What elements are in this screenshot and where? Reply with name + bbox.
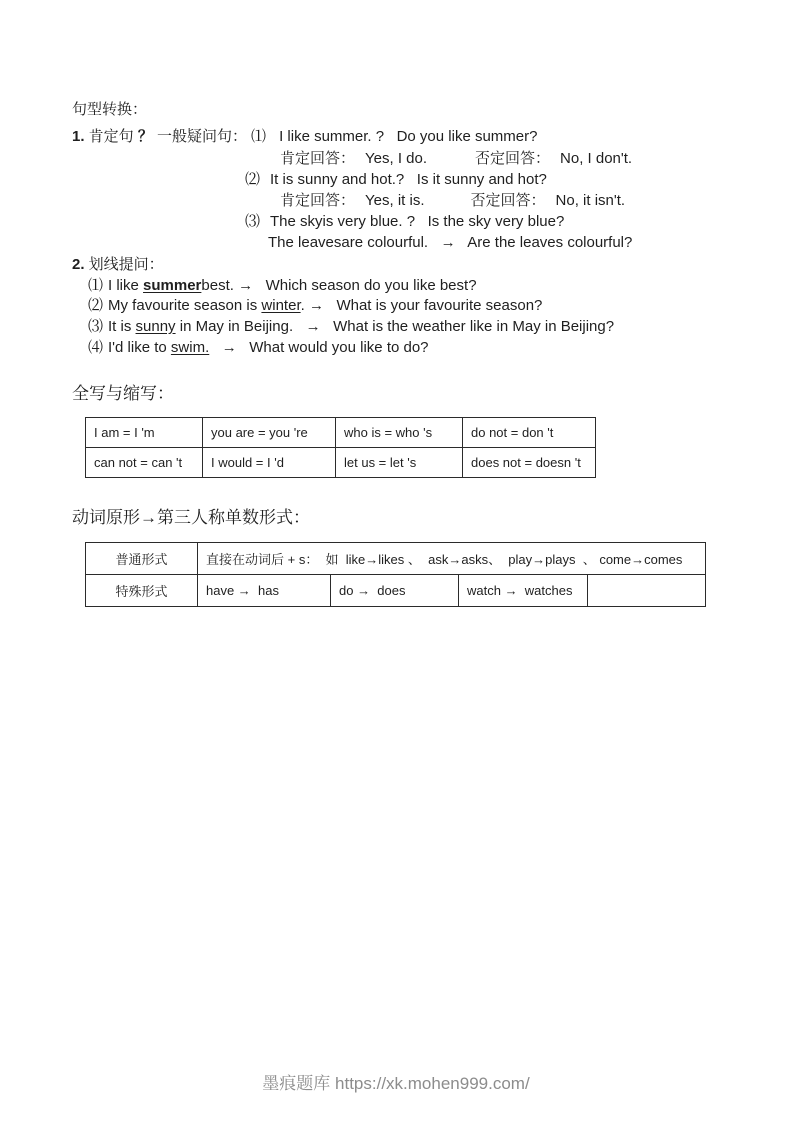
verbs-table bbox=[85, 542, 706, 607]
contraction-cell: I am = I 'm bbox=[86, 418, 203, 448]
item-pre: It is bbox=[108, 318, 136, 335]
verbs-heading: 动词原形→第三人称单数形式： bbox=[72, 508, 310, 527]
verb-cell bbox=[588, 575, 706, 607]
contraction-cell: does not = doesn 't bbox=[463, 448, 596, 478]
item3b-text: The leavesare colourful. → Are the leaves colourful? bbox=[268, 234, 633, 251]
section1-heading-line bbox=[72, 128, 537, 145]
positive-answer-label: 肯定回答： bbox=[280, 150, 356, 167]
item2-answers-line bbox=[280, 192, 625, 209]
table-row bbox=[86, 575, 706, 607]
item-rest: → What would you like to do? bbox=[209, 339, 429, 356]
verb-cell: have → has bbox=[198, 575, 331, 607]
section2-item-4 bbox=[88, 339, 429, 356]
positive-answer-label: 肯定回答： bbox=[280, 192, 356, 209]
item-pre: My favourite season is bbox=[108, 297, 262, 314]
section2-item-3 bbox=[88, 318, 614, 335]
item-underlined-word: swim. bbox=[170, 339, 210, 356]
negative-answer-label: 否定回答： bbox=[475, 150, 551, 167]
item3b-line bbox=[268, 234, 632, 251]
item2-line bbox=[245, 171, 547, 188]
item-underlined-word: sunny bbox=[135, 318, 176, 335]
item-marker: ⑵ bbox=[88, 297, 104, 314]
item-rest: best. → Which season do you like best? bbox=[201, 277, 477, 294]
item2-text: It is sunny and hot.? Is it sunny and hot? bbox=[270, 171, 547, 188]
section1-title-text: 句型转换： bbox=[72, 101, 148, 118]
positive-answer: Yes, it is. bbox=[365, 192, 425, 209]
item-marker: ⑷ bbox=[88, 339, 104, 356]
item-pre: I like bbox=[108, 277, 144, 294]
section2-item-2 bbox=[88, 297, 542, 314]
contractions-heading: 全写与缩写： bbox=[72, 384, 174, 403]
contraction-cell: who is = who 's bbox=[336, 418, 463, 448]
item3-line bbox=[245, 213, 564, 230]
section1-head-b: 一般疑问句： bbox=[152, 128, 248, 145]
contraction-cell: can not = can 't bbox=[86, 448, 203, 478]
verb-form-label: 特殊形式 bbox=[86, 575, 198, 607]
item3-text: The skyis very blue. ? Is the sky very blue? bbox=[270, 213, 565, 230]
contractions-table bbox=[85, 417, 596, 478]
item-marker: ⑴ bbox=[88, 277, 104, 294]
verb-cell: watch → watches bbox=[459, 575, 588, 607]
section2-title: 划线提问： bbox=[84, 256, 164, 273]
contraction-cell: do not = don 't bbox=[463, 418, 596, 448]
negative-answer: No, it isn't. bbox=[555, 192, 626, 209]
item-marker: ⑶ bbox=[88, 318, 104, 335]
positive-answer: Yes, I do. bbox=[365, 150, 428, 167]
footer-watermark: 墨痕题库 https://xk.mohen999.com/ bbox=[262, 1074, 530, 1093]
section2-heading-line bbox=[72, 256, 164, 273]
contraction-cell: you are = you 're bbox=[203, 418, 336, 448]
item-pre: I'd like to bbox=[108, 339, 171, 356]
item1-answers-line bbox=[280, 150, 632, 167]
verb-rule-cell: 直接在动词后 + s： 如 like→likes 、 ask→asks、 play→plays 、 come→comes bbox=[198, 543, 706, 575]
table-row bbox=[86, 448, 596, 478]
contraction-cell: I would = I 'd bbox=[203, 448, 336, 478]
section2-number: 2. bbox=[72, 256, 85, 273]
item2-marker: ⑵ bbox=[245, 171, 261, 188]
item3-marker: ⑶ bbox=[245, 213, 261, 230]
item1-marker: ⑴ bbox=[251, 128, 267, 145]
item-underlined-word: summer bbox=[143, 277, 202, 294]
item-rest: in May in Beijing. → What is the weather like in May in Beijing? bbox=[175, 318, 615, 335]
section2-item-1 bbox=[88, 277, 477, 294]
verb-form-label: 普通形式 bbox=[86, 543, 198, 575]
contraction-cell: let us = let 's bbox=[336, 448, 463, 478]
item-rest: . → What is your favourite season? bbox=[300, 297, 543, 314]
table-row bbox=[86, 418, 596, 448]
section1-number: 1. bbox=[72, 128, 85, 145]
section1-title bbox=[72, 101, 147, 118]
table-row bbox=[86, 543, 706, 575]
negative-answer-label: 否定回答： bbox=[470, 192, 546, 209]
item-underlined-word: winter bbox=[261, 297, 301, 314]
section1-head-qmark: ？ bbox=[137, 128, 153, 145]
section1-head-a: 肯定句 bbox=[84, 128, 138, 145]
item1-text: I like summer. ? Do you like summer? bbox=[279, 128, 538, 145]
negative-answer: No, I don't. bbox=[560, 150, 633, 167]
verb-cell: do → does bbox=[331, 575, 459, 607]
